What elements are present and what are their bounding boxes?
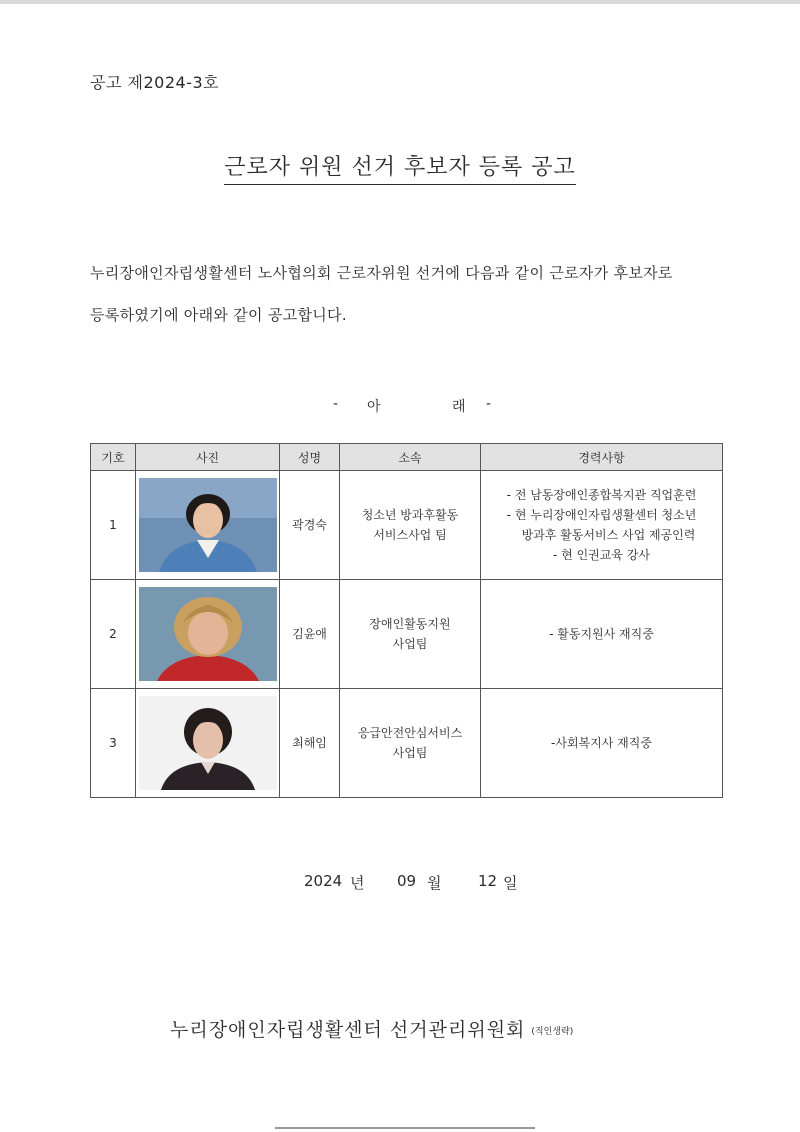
date-day-unit: 일 [503,874,518,892]
affiliation-line: 청소년 방과후활동 [361,508,459,522]
candidate-number: 3 [91,689,136,798]
affiliation-line: 서비스사업 팀 [373,528,447,542]
date-year-unit: 년 [350,874,365,892]
date-year: 2024 [304,872,343,890]
issuer-name: 누리장애인자립생활센터 선거관리위원회 [170,1019,526,1041]
body-line-1: 누리장애인자립생활센터 노사협의회 근로자위원 선거에 다음과 같이 근로자가 후보자로 [90,264,673,282]
affiliation-line: 사업팀 [392,637,428,651]
candidate-table [90,443,723,798]
candidate-photo-cell [136,580,280,689]
career-line: - 현 누리장애인자립생활센터 청소년 [506,508,697,522]
header-name: 성명 [280,444,340,471]
date-month: 09 [397,872,417,890]
bottom-rule [275,1127,535,1129]
header-photo: 사진 [136,444,280,471]
candidate-name: 곽경숙 [280,471,340,580]
notice-title: 근로자 위원 선거 후보자 등록 공고 [224,155,576,185]
header-no: 기호 [91,444,136,471]
candidate-affiliation [340,580,481,689]
below-dash-left: - [333,396,339,412]
candidate-photo-cell [136,689,280,798]
header-affiliation: 소속 [340,444,481,471]
candidate-name: 김윤애 [280,580,340,689]
affiliation-line: 응급안전안심서비스 [357,726,463,740]
career-line: -사회복지사 재직중 [551,736,652,750]
table-header-row [91,444,723,471]
issuer [170,1015,573,1042]
candidate-number: 1 [91,471,136,580]
affiliation-line: 사업팀 [392,746,428,760]
candidate-affiliation [340,471,481,580]
career-line: - 전 남동장애인종합복지관 직업훈련 [506,488,697,502]
below-dash-right: - [486,396,492,412]
candidate-career [481,471,723,580]
candidate-photo [139,587,277,681]
candidate-career [481,580,723,689]
candidate-photo [139,696,277,790]
candidate-career [481,689,723,798]
candidate-number: 2 [91,580,136,689]
body-line-2: 등록하였기에 아래와 같이 공고합니다. [90,306,347,324]
candidate-affiliation [340,689,481,798]
career-line: 방과후 활동서비스 사업 제공인력 [521,528,696,542]
below-word-2: 래 [452,399,466,415]
table-row [91,580,723,689]
header-career: 경력사항 [481,444,723,471]
date-day: 12 [478,872,498,890]
affiliation-line: 장애인활동지원 [369,617,451,631]
table-row [91,471,723,580]
notice-title-wrap [0,150,800,181]
candidate-photo [139,478,277,572]
scan-top-edge [0,0,800,4]
notice-number: 공고 제2024-3호 [90,73,220,92]
career-line: - 현 인권교육 강사 [553,548,650,562]
candidate-name: 최해임 [280,689,340,798]
table-row [91,689,723,798]
date-month-unit: 월 [427,874,442,892]
career-line: - 활동지원사 재직중 [549,627,654,641]
candidate-photo-cell [136,471,280,580]
below-word-1: 아 [367,399,381,415]
seal-note: (직인생략) [531,1027,574,1037]
